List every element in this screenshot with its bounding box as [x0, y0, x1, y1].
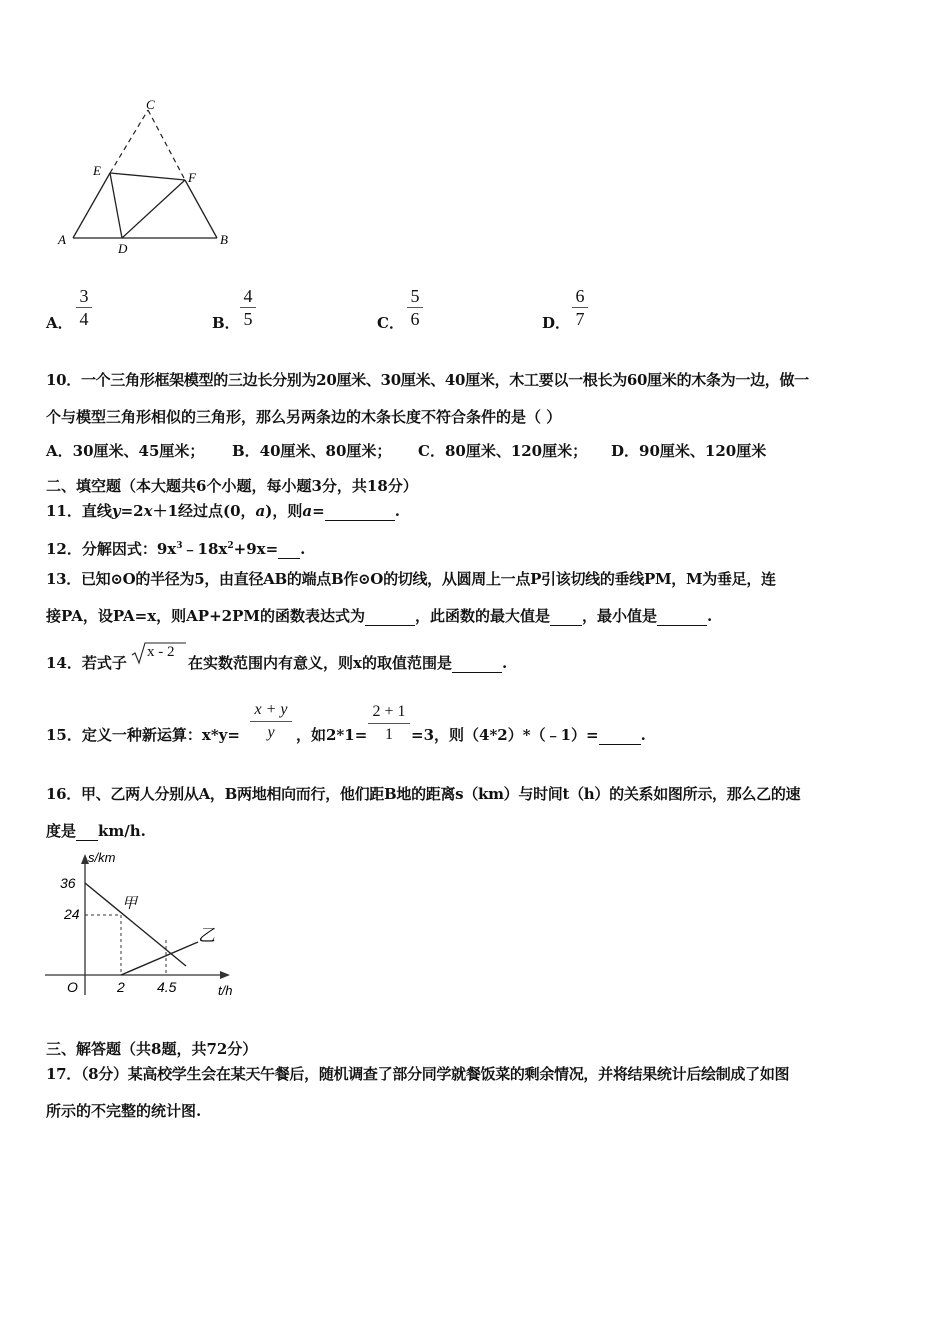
label-c: C	[146, 97, 155, 112]
q15-pre: 15．定义一种新运算：x*y=	[46, 726, 240, 744]
dashed-cf	[148, 110, 185, 180]
q15-mid: ，如2*1=	[296, 726, 368, 744]
q10-option-b: B．40厘米、80厘米；	[232, 442, 392, 460]
answer-blank[interactable]	[550, 610, 582, 626]
q12-end: .	[300, 540, 306, 558]
answer-blank[interactable]	[278, 543, 300, 559]
option-letter: D．	[542, 314, 571, 332]
section3-heading: 三、解答题（共8题，共72分）	[46, 1040, 258, 1058]
q15-fraction-2	[368, 701, 410, 746]
q13-line2-c: ，最小值是	[582, 607, 658, 625]
q16-line2	[46, 821, 146, 841]
fraction-numerator: 3	[79, 286, 89, 306]
fraction-denominator: y	[267, 724, 275, 741]
distance-time-graph	[40, 845, 245, 1000]
y-tick-36: 36	[60, 875, 76, 891]
fraction-numerator: 4	[243, 286, 253, 306]
fraction-denominator: 6	[410, 309, 420, 329]
label-e: E	[93, 163, 101, 178]
series-jia-label: 甲	[122, 895, 138, 912]
segment-ed	[110, 173, 122, 238]
x-axis-label: t/h	[218, 983, 233, 998]
q11-var-a2: a	[302, 502, 313, 520]
q13-line2-b: ，此函数的最大值是	[414, 607, 550, 625]
q10-option-d: D．90厘米、120厘米	[611, 442, 767, 460]
label-b: B	[220, 232, 228, 247]
q13-line2-end: .	[707, 607, 713, 625]
label-a: A	[58, 232, 66, 247]
label-f: F	[188, 170, 196, 185]
x-axis-arrow-icon	[220, 971, 230, 979]
q16-line1: 16．甲、乙两人分别从A，B两地相向而行，他们距B地的距离s（km）与时间t（h）的关系如图所示，那么乙的速	[46, 785, 801, 803]
q10-line2: 个与模型三角形相似的三角形，那么另两条边的木条长度不符合条件的是（ ）	[46, 408, 562, 426]
q14-post	[188, 653, 507, 673]
q14-end: .	[501, 654, 508, 672]
fraction-numerator: 2 + 1	[372, 703, 406, 720]
q14-radical	[131, 641, 187, 665]
option-fraction	[76, 285, 92, 330]
q13-line2-a: 接PA，设PA=x，则AP+2PM的函数表达式为	[46, 607, 365, 625]
fraction-numerator: x + y	[254, 701, 288, 718]
q11-rest2: )，则	[265, 502, 303, 520]
dashed-ce	[110, 110, 148, 173]
q16-line2-a: 度是	[46, 822, 77, 840]
q10-option-a: A．30厘米、45厘米；	[46, 442, 205, 460]
q11-rest: ＋1经过点(0，	[152, 502, 256, 520]
answer-blank[interactable]	[325, 505, 395, 521]
fraction-numerator: 6	[575, 286, 585, 306]
q13-line1: 13．已知⊙O的半径为5，由直径AB的端点B作⊙O的切线，从圆周上一点P引该切线的垂线PM，M为垂足，连	[46, 570, 776, 588]
q17-line2: 所示的不完整的统计图.	[46, 1102, 202, 1120]
side-ae	[73, 173, 110, 238]
q11-var-y: y	[111, 502, 121, 520]
option-fraction	[240, 285, 256, 330]
segment-df	[122, 180, 185, 238]
q11	[46, 501, 400, 521]
segment-ef	[110, 173, 185, 180]
option-fraction	[572, 285, 588, 330]
answer-blank[interactable]	[657, 610, 707, 626]
q14-radicand: x - 2	[147, 644, 175, 660]
answer-blank[interactable]	[365, 610, 415, 626]
q12-sup2: 2	[227, 541, 234, 551]
q11-eq: =2	[120, 502, 144, 520]
q10-line1: 10．一个三角形框架模型的三边长分别为20厘米、30厘米、40厘米，木工要以一根长为60厘米的木条为一边，做一	[46, 371, 809, 389]
option-letter: A．	[46, 314, 73, 332]
side-fb	[185, 180, 217, 238]
q15-post	[411, 725, 646, 745]
triangle-figure	[55, 95, 245, 260]
series-yi-line	[121, 942, 198, 975]
q10-option-c: C．80厘米、120厘米；	[418, 442, 588, 460]
fraction-denominator: 7	[575, 309, 585, 329]
q14-post-text: 在实数范围内有意义，则x的取值范围是	[188, 654, 452, 672]
q15-post-text: =3，则（4*2）*（﹣1）=	[411, 726, 599, 744]
q12-pre: 12．分解因式：9x	[46, 540, 177, 558]
fraction-numerator: 5	[410, 286, 420, 306]
q11-end: .	[394, 502, 400, 520]
option-fraction	[407, 285, 423, 330]
q13-line2	[46, 606, 712, 626]
q12	[46, 536, 305, 559]
answer-blank[interactable]	[76, 825, 98, 841]
q11-var-a: a	[255, 502, 266, 520]
q12-sup1: 3	[176, 541, 183, 551]
option-letter: B．	[212, 314, 240, 332]
series-yi-label: 乙	[198, 926, 215, 945]
q11-pre: 11．直线	[46, 502, 112, 520]
q12-mid1: ﹣18x	[182, 540, 228, 558]
q11-var-x: x	[143, 502, 153, 520]
y-tick-24: 24	[64, 906, 80, 922]
q17-line1: 17．（8分）某高校学生会在某天午餐后，随机调查了部分同学就餐饭菜的剩余情况，并将结果统计后绘制成了如图	[46, 1065, 790, 1083]
fraction-denominator: 5	[243, 309, 253, 329]
x-tick-2: 2	[117, 979, 125, 995]
q15-end: .	[640, 726, 646, 744]
answer-blank[interactable]	[599, 729, 641, 745]
q15-fraction-1	[250, 699, 292, 744]
y-axis-label: s/km	[88, 850, 116, 865]
section2-heading: 二、填空题（本大题共6个小题，每小题3分，共18分）	[46, 477, 418, 495]
q12-mid2: +9x=	[233, 540, 279, 558]
q11-rest3: =	[312, 502, 325, 520]
q14-pre: 14．若式子	[46, 654, 127, 672]
option-letter: C．	[377, 314, 404, 332]
fraction-denominator: 4	[79, 309, 89, 329]
q16-line2-b: km/h.	[98, 822, 146, 840]
answer-blank[interactable]	[452, 657, 502, 673]
label-d: D	[118, 241, 128, 256]
x-tick-4-5: 4.5	[157, 979, 177, 995]
fraction-denominator: 1	[385, 726, 393, 743]
origin-label: O	[67, 979, 78, 995]
